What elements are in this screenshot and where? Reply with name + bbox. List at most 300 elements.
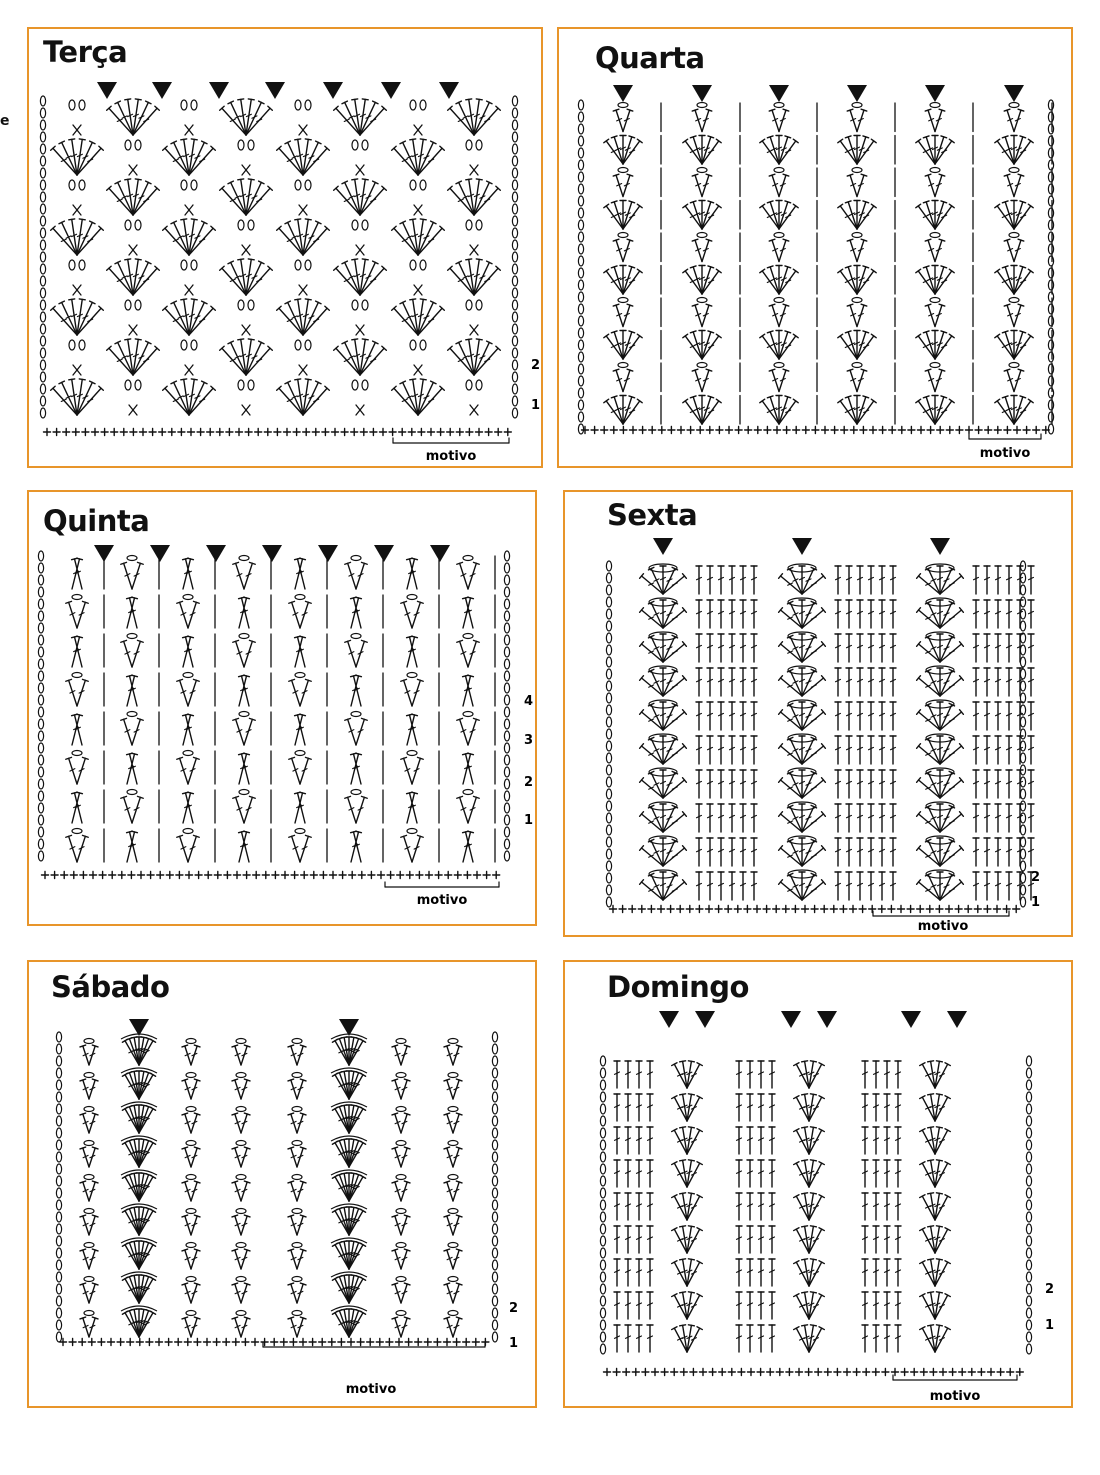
stitch-row	[640, 802, 1034, 832]
shell-fan	[760, 136, 798, 165]
v-stitch	[847, 363, 867, 392]
v-stitch	[925, 298, 945, 327]
shell-fan	[672, 1160, 703, 1187]
shell-fan	[392, 139, 445, 175]
cross-stitch	[407, 714, 418, 745]
chart-panel-quinta	[27, 490, 537, 926]
shell-fan	[760, 396, 798, 425]
shell-fan	[760, 266, 798, 295]
shell-fan	[332, 1173, 365, 1201]
v-stitch	[288, 1141, 306, 1168]
shell-fan	[916, 266, 954, 295]
row-label: 4	[524, 694, 534, 709]
stitch-chart	[29, 29, 543, 468]
shell-fan	[779, 770, 826, 798]
v-stitch	[121, 634, 143, 668]
cluster-stitch	[410, 180, 426, 215]
shell-fan	[838, 136, 876, 165]
v-stitch	[345, 712, 367, 746]
shell-fan	[672, 1259, 703, 1286]
v-stitch	[769, 363, 789, 392]
motif-label: motivo	[425, 449, 477, 464]
motif-start-marker	[150, 545, 170, 562]
motif-bracket	[873, 911, 1009, 916]
shell-fan	[334, 339, 387, 375]
v-stitch	[288, 1039, 306, 1066]
cluster-stitch	[295, 340, 311, 375]
row-label: 1	[509, 1336, 519, 1351]
cluster-stitch	[238, 300, 254, 335]
v-stitch	[613, 363, 633, 392]
shell-fan	[794, 1292, 825, 1319]
shell-fan	[122, 1139, 155, 1167]
stitch-row	[66, 673, 495, 707]
shell-fan	[163, 219, 216, 255]
edge-chain	[56, 1032, 61, 1342]
shell-fan	[917, 838, 964, 866]
shell-fan	[332, 1071, 365, 1099]
cross-stitch	[351, 597, 362, 628]
v-stitch	[392, 1039, 410, 1066]
motif-start-marker	[817, 1011, 837, 1028]
stitch-row	[613, 298, 1052, 327]
chart-panel-quarta	[557, 27, 1073, 468]
shell-fan	[640, 838, 687, 866]
shell-fan	[220, 99, 273, 135]
shell-fan	[779, 702, 826, 730]
cluster-stitch	[69, 340, 85, 375]
stitch-row	[640, 870, 1034, 900]
v-stitch	[769, 103, 789, 132]
cluster-stitch	[295, 100, 311, 135]
v-stitch	[121, 790, 143, 824]
motif-start-marker	[265, 82, 285, 99]
shell-fan	[917, 702, 964, 730]
v-stitch	[182, 1175, 200, 1202]
shell-fan	[920, 1193, 951, 1220]
stitch-row	[614, 1226, 950, 1253]
v-stitch	[80, 1107, 98, 1134]
shell-fan	[107, 259, 160, 295]
v-stitch	[392, 1277, 410, 1304]
shell-fan	[916, 201, 954, 230]
shell-fan	[51, 219, 104, 255]
v-stitch	[233, 790, 255, 824]
shell-fan	[604, 136, 642, 165]
cluster-stitch	[238, 140, 254, 175]
shell-fan	[332, 1309, 365, 1337]
stitch-row	[640, 632, 1034, 662]
shell-fan	[392, 379, 445, 415]
stitch-row	[613, 233, 1052, 262]
stitch-row	[614, 1292, 950, 1319]
motif-start-marker	[152, 82, 172, 99]
v-stitch	[233, 556, 255, 590]
chart-panel-terca	[27, 27, 543, 468]
stitch-row	[614, 1325, 950, 1352]
cross-stitch	[183, 714, 194, 745]
shell-fan	[683, 331, 721, 360]
edge-chain	[504, 551, 509, 861]
shell-fan	[640, 702, 687, 730]
shell-fan	[604, 331, 642, 360]
foundation-row	[610, 906, 1020, 913]
motif-start-marker	[262, 545, 282, 562]
stitch-row	[614, 1061, 950, 1088]
row-label: 2	[531, 358, 541, 373]
shell-fan	[917, 872, 964, 900]
cluster-stitch	[410, 100, 426, 135]
cross-stitch	[407, 792, 418, 823]
motif-label: motivo	[416, 893, 468, 908]
shell-fan	[920, 1325, 951, 1352]
motif-label: motivo	[929, 1389, 981, 1404]
v-stitch	[182, 1107, 200, 1134]
cross-stitch	[183, 792, 194, 823]
shell-fan	[683, 136, 721, 165]
shell-fan	[277, 299, 330, 335]
cross-stitch	[127, 597, 138, 628]
cross-stitch	[295, 636, 306, 667]
shell-fan	[920, 1160, 951, 1187]
panel-title: Sábado	[51, 970, 170, 1004]
cluster-stitch	[410, 260, 426, 295]
stitch-row	[640, 564, 1034, 594]
v-stitch	[232, 1311, 250, 1338]
stitch-row	[613, 168, 1052, 197]
v-stitch	[232, 1073, 250, 1100]
v-stitch	[1004, 233, 1024, 262]
stitch-row	[614, 1193, 950, 1220]
v-stitch	[847, 103, 867, 132]
v-stitch	[613, 233, 633, 262]
v-stitch	[345, 790, 367, 824]
shell-fan	[917, 634, 964, 662]
row-label: 1	[531, 398, 541, 413]
shell-fan	[163, 139, 216, 175]
shell-fan	[779, 566, 826, 594]
cross-stitch	[463, 675, 474, 706]
shell-fan	[640, 668, 687, 696]
panel-title: Quinta	[43, 504, 150, 538]
motif-start-marker	[206, 545, 226, 562]
cluster-stitch	[238, 380, 254, 415]
stitch-row	[80, 1068, 462, 1099]
cluster-stitch	[352, 300, 368, 335]
v-stitch	[80, 1277, 98, 1304]
edge-chain	[38, 551, 43, 861]
stitch-chart	[565, 492, 1073, 937]
shell-fan	[640, 634, 687, 662]
edge-chain	[1026, 1056, 1031, 1354]
v-stitch	[80, 1243, 98, 1270]
cluster-stitch	[466, 220, 482, 255]
panel-title: Quarta	[595, 41, 705, 75]
cluster-stitch	[295, 260, 311, 295]
shell-fan	[917, 668, 964, 696]
shell-fan	[683, 396, 721, 425]
v-stitch	[289, 751, 311, 785]
shell-fan	[163, 379, 216, 415]
shell-fan	[277, 139, 330, 175]
stitch-row	[614, 1094, 950, 1121]
v-stitch	[80, 1175, 98, 1202]
v-stitch	[769, 233, 789, 262]
shell-fan	[163, 299, 216, 335]
v-stitch	[392, 1107, 410, 1134]
shell-fan	[917, 770, 964, 798]
stitch-chart	[559, 29, 1073, 468]
shell-fan	[683, 201, 721, 230]
shell-fan	[122, 1037, 155, 1065]
v-stitch	[288, 1209, 306, 1236]
stitch-row	[80, 1238, 462, 1269]
motif-start-marker	[901, 1011, 921, 1028]
v-stitch	[613, 168, 633, 197]
stitch-row	[640, 836, 1034, 866]
foundation-row	[42, 872, 500, 879]
shell-fan	[779, 838, 826, 866]
stitch-row	[80, 1306, 462, 1337]
row-label: 2	[1031, 870, 1041, 885]
shell-fan	[672, 1061, 703, 1088]
v-stitch	[444, 1107, 462, 1134]
cross-stitch	[72, 636, 83, 667]
v-stitch	[288, 1243, 306, 1270]
chart-panel-sabado	[27, 960, 537, 1408]
v-stitch	[392, 1243, 410, 1270]
cluster-stitch	[466, 380, 482, 415]
motif-start-marker	[930, 538, 950, 555]
cross-stitch	[239, 753, 250, 784]
shell-fan	[640, 872, 687, 900]
foundation-row	[44, 429, 512, 436]
v-stitch	[232, 1277, 250, 1304]
shell-fan	[995, 136, 1033, 165]
shell-fan	[995, 201, 1033, 230]
v-stitch	[66, 829, 88, 863]
cluster-stitch	[125, 300, 141, 335]
v-stitch	[692, 298, 712, 327]
v-stitch	[457, 790, 479, 824]
shell-fan	[916, 136, 954, 165]
cross-stitch	[239, 675, 250, 706]
v-stitch	[925, 233, 945, 262]
shell-fan	[779, 600, 826, 628]
v-stitch	[288, 1107, 306, 1134]
motif-start-marker	[792, 538, 812, 555]
v-stitch	[177, 595, 199, 629]
v-stitch	[232, 1107, 250, 1134]
v-stitch	[80, 1073, 98, 1100]
v-stitch	[613, 298, 633, 327]
v-stitch	[289, 829, 311, 863]
shell-fan	[917, 600, 964, 628]
shell-fan	[640, 736, 687, 764]
v-stitch	[392, 1175, 410, 1202]
v-stitch	[692, 168, 712, 197]
stitch-row	[613, 363, 1052, 392]
v-stitch	[392, 1141, 410, 1168]
v-stitch	[392, 1209, 410, 1236]
motif-bracket	[893, 1375, 1017, 1380]
motif-bracket	[393, 438, 509, 443]
cross-stitch	[463, 831, 474, 862]
stitch-row	[640, 598, 1034, 628]
cross-stitch	[295, 558, 306, 589]
v-stitch	[182, 1243, 200, 1270]
v-stitch	[232, 1141, 250, 1168]
motif-start-marker	[613, 85, 633, 102]
cluster-stitch	[181, 340, 197, 375]
shell-fan	[640, 566, 687, 594]
cluster-stitch	[410, 340, 426, 375]
v-stitch	[182, 1141, 200, 1168]
stitch-row	[80, 1170, 462, 1201]
shell-fan	[122, 1105, 155, 1133]
shell-fan	[51, 379, 104, 415]
shell-fan	[220, 179, 273, 215]
edge-chain	[606, 561, 611, 907]
stitch-row	[80, 1102, 462, 1133]
cluster-stitch	[125, 220, 141, 255]
edge-chain	[1020, 561, 1025, 907]
cross-stitch	[351, 831, 362, 862]
v-stitch	[182, 1209, 200, 1236]
v-stitch	[288, 1073, 306, 1100]
shell-fan	[672, 1094, 703, 1121]
row-label: 1	[1031, 895, 1041, 910]
shell-fan	[916, 331, 954, 360]
row-label: 1	[524, 813, 534, 828]
shell-fan	[838, 266, 876, 295]
shell-fan	[920, 1259, 951, 1286]
motif-label: motivo	[917, 919, 969, 934]
v-stitch	[1004, 298, 1024, 327]
stitch-row	[51, 139, 482, 175]
motif-start-marker	[439, 82, 459, 99]
v-stitch	[457, 634, 479, 668]
shell-fan	[334, 99, 387, 135]
shell-fan	[332, 1139, 365, 1167]
edge-chain	[600, 1056, 605, 1354]
shell-fan	[107, 339, 160, 375]
shell-fan	[760, 331, 798, 360]
shell-fan	[277, 219, 330, 255]
shell-fan	[779, 668, 826, 696]
stitch-row	[604, 331, 1052, 360]
shell-fan	[838, 331, 876, 360]
stray-mark-left: e	[0, 113, 10, 129]
panel-title: Sexta	[607, 498, 698, 532]
shell-fan	[779, 872, 826, 900]
motif-start-marker	[781, 1011, 801, 1028]
shell-fan	[604, 396, 642, 425]
stitch-row	[66, 595, 495, 629]
motif-start-marker	[209, 82, 229, 99]
stitch-row	[604, 266, 1052, 295]
v-stitch	[232, 1039, 250, 1066]
stitch-chart	[565, 962, 1073, 1408]
motif-start-marker	[695, 1011, 715, 1028]
v-stitch	[925, 103, 945, 132]
motif-start-marker	[659, 1011, 679, 1028]
shell-fan	[448, 99, 501, 135]
v-stitch	[1004, 168, 1024, 197]
stitch-row	[640, 666, 1034, 696]
shell-fan	[917, 736, 964, 764]
v-stitch	[66, 595, 88, 629]
v-stitch	[80, 1209, 98, 1236]
motif-start-marker	[692, 85, 712, 102]
shell-fan	[122, 1309, 155, 1337]
shell-fan	[672, 1127, 703, 1154]
stitch-row	[51, 379, 482, 415]
shell-fan	[672, 1193, 703, 1220]
shell-fan	[683, 266, 721, 295]
v-stitch	[847, 233, 867, 262]
shell-fan	[107, 179, 160, 215]
motif-start-marker	[381, 82, 401, 99]
v-stitch	[121, 556, 143, 590]
stitch-row	[66, 751, 495, 785]
shell-fan	[51, 139, 104, 175]
shell-fan	[672, 1292, 703, 1319]
stitch-row	[80, 1034, 462, 1065]
edge-chain	[1048, 100, 1053, 434]
cross-stitch	[463, 597, 474, 628]
stitch-row	[80, 1136, 462, 1167]
cluster-stitch	[352, 140, 368, 175]
stitch-row	[604, 136, 1052, 165]
v-stitch	[182, 1277, 200, 1304]
row-label: 1	[1045, 1318, 1055, 1333]
shell-fan	[122, 1275, 155, 1303]
shell-fan	[122, 1207, 155, 1235]
stitch-row	[614, 1160, 950, 1187]
cluster-stitch	[69, 260, 85, 295]
shell-fan	[448, 339, 501, 375]
shell-fan	[51, 299, 104, 335]
v-stitch	[401, 595, 423, 629]
row-label: 3	[524, 733, 534, 748]
stitch-row	[80, 1204, 462, 1235]
v-stitch	[66, 673, 88, 707]
motif-start-marker	[323, 82, 343, 99]
shell-fan	[920, 1094, 951, 1121]
shell-fan	[107, 99, 160, 135]
shell-fan	[332, 1105, 365, 1133]
cluster-stitch	[181, 100, 197, 135]
v-stitch	[233, 712, 255, 746]
cross-stitch	[183, 558, 194, 589]
shell-fan	[920, 1061, 951, 1088]
shell-fan	[916, 396, 954, 425]
cross-stitch	[407, 558, 418, 589]
shell-fan	[604, 201, 642, 230]
cross-stitch	[72, 714, 83, 745]
stitch-row	[640, 768, 1034, 798]
motif-start-marker	[947, 1011, 967, 1028]
cross-stitch	[127, 831, 138, 862]
motif-bracket	[969, 434, 1041, 439]
row-label: 2	[524, 775, 534, 790]
shell-fan	[332, 1207, 365, 1235]
stitch-row	[614, 1259, 950, 1286]
shell-fan	[917, 566, 964, 594]
v-stitch	[444, 1243, 462, 1270]
v-stitch	[444, 1311, 462, 1338]
